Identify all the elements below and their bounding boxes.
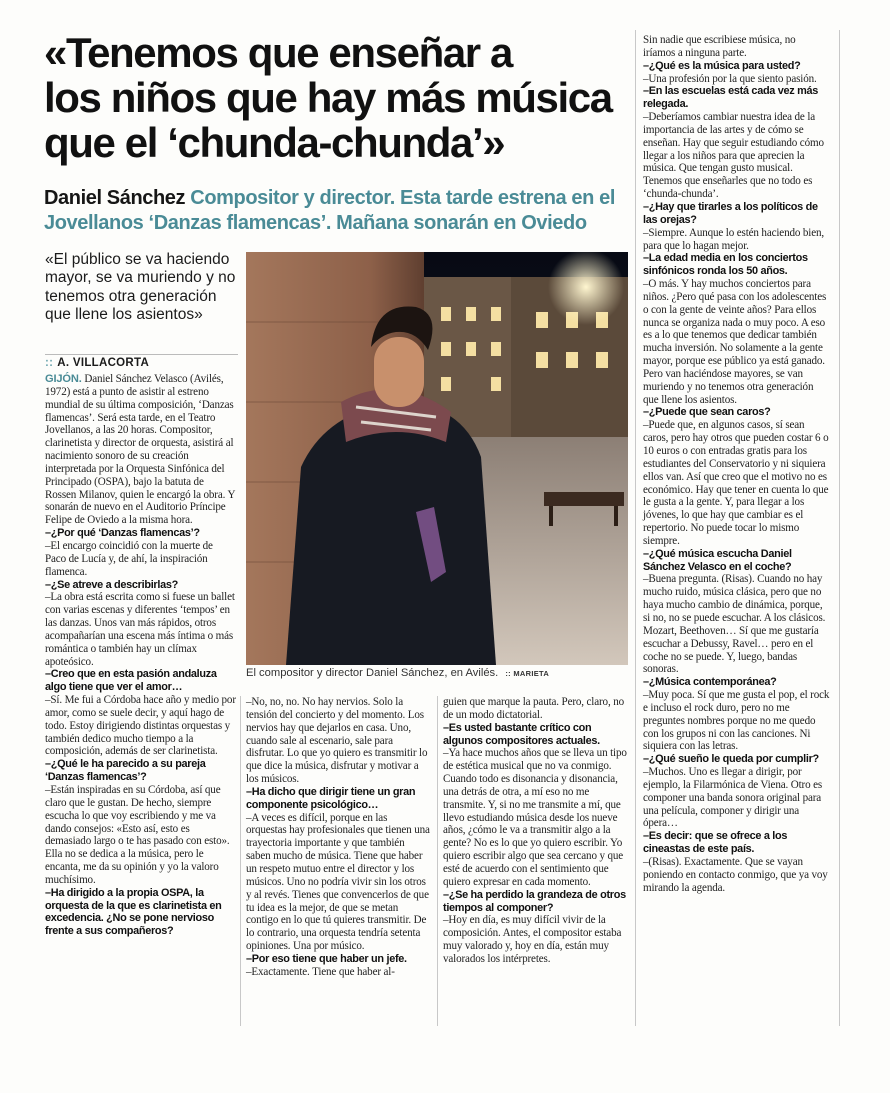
- answer: –Buena pregunta. (Risas). Cuando no hay mucho ruido, música clásica, pero que no haya mucho cambio de dinámica, porque, si no, no se puede escuchar. A los clásicos. Mozart, Beethoven… Sí que me gustaría escuchar a Debussy, Ravel… pero en el coche no se puede. Y, luego, bandas sonoras.: [643, 573, 826, 676]
- question: –Ha dirigido a la propia OSPA, la orquesta de la que es clarinetista en excedencia. ¿No se pone nervioso frente a sus compañeros?: [45, 886, 222, 938]
- headline-line-3: que el ‘chunda-chunda’»: [44, 119, 505, 166]
- question: –¿Qué es la música para usted?: [643, 59, 801, 72]
- headline: [44, 30, 629, 165]
- caption-text: El compositor y director Daniel Sánchez, en Avilés.: [246, 667, 499, 679]
- answer: –O más. Y hay muchos conciertos para niños. ¿Pero qué pasa con los adolescentes o con la gente de veinte años? Para ellos nunca se organiza nada o muy poco. A eso es a lo que tenemos que dedicar también mucha inversión. No solamente a la gente mayor, porque ese público ya está ganado. Pero van haciéndose mayores, se van muriendo y no tenemos otra generación que llene los asientos.: [643, 278, 827, 406]
- answer: –Hoy en día, es muy difícil vivir de la composición. Antes, el compositor estaba muy valorado y, hoy en día, están muy valorados los intérpretes.: [443, 914, 622, 965]
- answer: –Siempre. Aunque lo estén haciendo bien, para que lo hagan mejor.: [643, 226, 825, 252]
- question: –¿Hay que tirarles a los políticos de las orejas?: [643, 200, 818, 226]
- column-1: [45, 373, 236, 938]
- question: –Es decir: que se ofrece a los cineastas de este país.: [643, 830, 788, 856]
- answer: –Muchos. Uno es llegar a dirigir, por ejemplo, la Filarmónica de Viena. Otro es componer una banda sonora original para una película, componer y dirigir una ópera…: [643, 766, 823, 830]
- answer: –Una profesión por la que siento pasión.: [643, 72, 817, 85]
- answer: guien que marque la pauta. Pero, claro, no de un modo dictatorial.: [443, 696, 624, 721]
- answer: –El encargo coincidió con la muerte de Paco de Lucía y, de ahí, la inspiración flamenca.: [45, 539, 213, 578]
- question: –Ha dicho que dirigir tiene un gran componente psicológico…: [246, 785, 416, 811]
- intro-paragraph: Daniel Sánchez Velasco (Avilés, 1972) está a punto de asistir al estreno mundial de su última composición, ‘Danzas flamencas’. Será esta tarde, en el Teatro Jovellanos, a las 20 horas. Compositor, clarinetista y director de orquesta, asistirá al nacimiento sonoro de su creación interpretada por la Orquesta Sinfónica del Principado (OSPA), bajo la batuta de Rossen Milanov, quien le encargó la obra. Y sonarán de nuevo en el Auditorio Príncipe Felipe de Oviedo a la misma hora.: [45, 373, 235, 527]
- column-divider: [635, 30, 636, 1026]
- column-3: [443, 696, 628, 966]
- photo-daniel-sanchez: [246, 252, 628, 665]
- headline-line-2: los niños que hay más música: [44, 74, 612, 121]
- answer: –Puede que, en algunos casos, sí sean caros, pero hay otros que pueden costar 6 o 10 euros o con entradas gratis para los estudiantes del Conservatorio y ni siquiera ellos van. Así que creo que el motivo no es económico. Hay que tener en cuenta lo que le gusta a la gente. Y, para llegar a los jóvenes, lo que hay que cambiar es el repertorio. No puede tocar lo mismo siempre.: [643, 419, 829, 547]
- byline-author: A. VILLACORTA: [57, 357, 150, 369]
- column-divider: [437, 696, 438, 1026]
- answer: –Muy poca. Sí que me gusta el pop, el rock e incluso el rock duro, pero no me preguntes nombres porque no me quedo con los grupos ni con las canciones. Ni siquiera con las letras.: [643, 689, 830, 753]
- headline-line-1: «Tenemos que enseñar a: [44, 29, 512, 76]
- question: –Por eso tiene que haber un jefe.: [246, 952, 407, 965]
- question: –En las escuelas está cada vez más relegada.: [643, 85, 819, 111]
- answer: –A veces es difícil, porque en las orquestas hay profesionales que tienen una trayectoria importante y que también saben mucho de música. Tiene que haber un respeto mutuo entre el director y los músicos. Uno no podría vivir sin los otros y al revés. Tienes que convencerlos de que tu idea es la mejor, de que se metan contigo en lo que tú quieres transmitir. De lo contrario, una orquesta tendría setenta opiniones. Una por músico.: [246, 811, 430, 953]
- question: –¿Qué sueño le queda por cumplir?: [643, 753, 819, 766]
- pull-quote: «El público se va haciendo mayor, se va muriendo y no tenemos otra generación que llene los asientos»: [45, 251, 236, 323]
- photo-credit: :: MARIETA: [505, 669, 550, 678]
- photo-caption: [246, 667, 628, 679]
- column-divider: [240, 696, 241, 1026]
- column-4: [643, 34, 830, 895]
- question: –¿Música contemporánea?: [643, 676, 777, 689]
- question: –Es usted bastante crítico con algunos compositores actuales.: [443, 721, 600, 747]
- photo-credit-name: MARIETA: [513, 669, 550, 678]
- byline-marker-icon: ::: [45, 357, 54, 369]
- question: –¿Se atreve a describirlas?: [45, 578, 178, 591]
- photo-illustration: [246, 252, 628, 665]
- answer: –Deberíamos cambiar nuestra idea de la importancia de las artes y de cómo se enseñan. Hay que seguir estudiando cómo llegar a los niños para que aprecien la música. Que tengan gusto musical. Tenemos que enseñarles que no todo es ‘chunda-chunda’.: [643, 111, 824, 201]
- question: –Creo que en esta pasión andaluza algo tiene que ver el amor…: [45, 668, 217, 694]
- answer: –(Risas). Exactamente. Que se vayan poniendo en contacto conmigo, que ya voy mirando la agenda.: [643, 856, 828, 894]
- dateline: GIJÓN.: [45, 373, 82, 385]
- answer: –Ya hace muchos años que se lleva un tipo de estética musical que no va conmigo. Cuando todo es disonancia y disonancia, una detrás de otra, a mí eso no me transmite. Y, si no me transmite a mí, que llevo estudiando música desde los nueve años, ¿cómo le va a transmitir algo a la gente? No es lo que yo quiero escribir. Yo quiero escribir algo que sea cercano y que esté de acuerdo con el sentimiento que quiero expresar en cada momento.: [443, 747, 627, 888]
- question: –¿Qué le ha parecido a su pareja ‘Danzas flamencas’?: [45, 758, 206, 784]
- question: –¿Se ha perdido la grandeza de otros tiempos al componer?: [443, 888, 626, 914]
- column-2: [246, 696, 430, 979]
- answer: –No, no, no. No hay nervios. Solo la tensión del concierto y del momento. Los nervios hay que dejarlos en casa. Uno, cuando sale al escenario, sale para disfrutar. Lo que yo quiero es transmitir lo que dice la música, disfrutar y motivar a los músicos.: [246, 696, 428, 786]
- question: –La edad media en los conciertos sinfónicos ronda los 50 años.: [643, 252, 808, 278]
- answer: –Sí. Me fui a Córdoba hace año y medio por amor, como se suele decir, y aquí hago de todo. Estoy dirigiendo distintas orquestas y también dedico mucho tiempo a la composición, además de ser clarinetista.: [45, 694, 236, 758]
- page-edge-divider: [839, 30, 840, 1026]
- deck: [44, 186, 634, 236]
- question: –¿Puede que sean caros?: [643, 406, 771, 419]
- deck-name: Daniel Sánchez: [44, 187, 186, 209]
- deck-subtitle: Compositor y director. Esta tarde estrena en el Jovellanos ‘Danzas flamencas’. Mañana sonarán en Oviedo: [44, 187, 615, 234]
- question: –¿Qué música escucha Daniel Sánchez Velasco en el coche?: [643, 547, 792, 573]
- answer: –Están inspiradas en su Córdoba, así que claro que le gustan. De hecho, siempre escucha lo que voy escribiendo y me va dando consejos: «Esto así, esto es demasiado largo o te has pasado con esto». Ella no se dedica a la música, pero le encanta, me da su opinión y yo la valoro muchísimo.: [45, 784, 230, 886]
- question: –¿Por qué ‘Danzas flamencas’?: [45, 527, 200, 540]
- answer: –Exactamente. Tiene que haber al-: [246, 965, 395, 978]
- answer: –La obra está escrita como si fuese un ballet con varias escenas y diferentes ‘tempos’ en las danzas. Unos van más rápidos, otros acompañarían una escena más íntima o más romántica o también hay un clímax apoteósico.: [45, 591, 235, 668]
- byline: [45, 354, 238, 369]
- answer: Sin nadie que escribiese música, no iríamos a ninguna parte.: [643, 34, 796, 59]
